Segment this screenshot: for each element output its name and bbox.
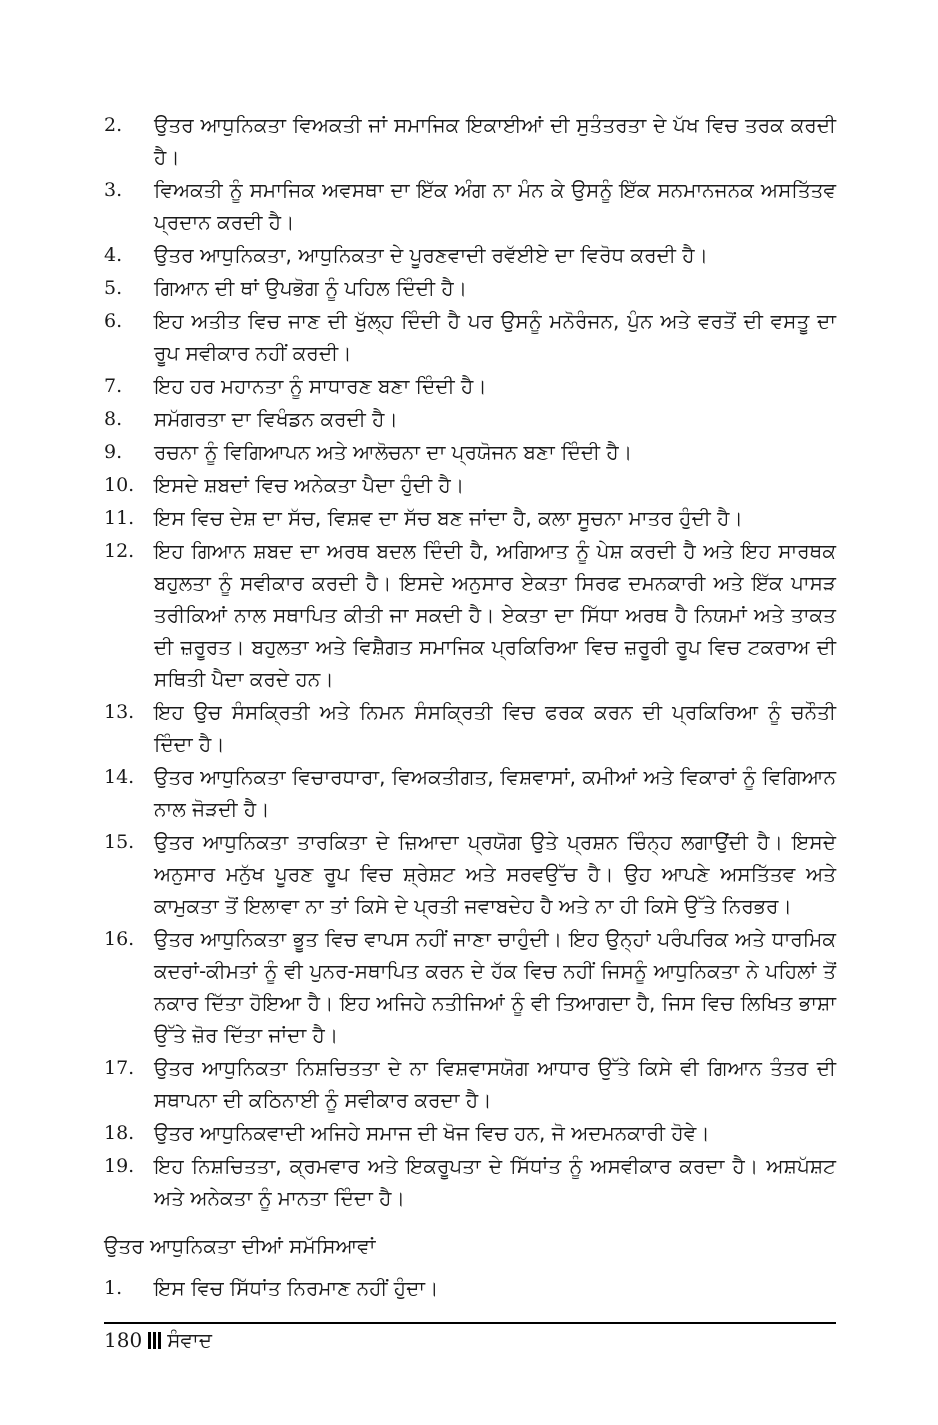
list-item (104, 305, 836, 369)
list-item (104, 761, 836, 825)
features-list (104, 109, 836, 1214)
item-number: 12. (104, 540, 135, 562)
list-item (104, 469, 836, 501)
page-footer (104, 1322, 836, 1352)
item-number: 14. (104, 766, 135, 788)
item-text: ਇਹ ਅਤੀਤ ਵਿਚ ਜਾਣ ਦੀ ਖੁੱਲ੍ਹ ਦਿੰਦੀ ਹੈ ਪਰ ਉਸਨੂੰ ਮਨੋਰੰਜਨ, ਪੁੰਨ ਅਤੇ ਵਰਤੋਂ ਦੀ ਵਸਤੂ ਦਾ ਰੂਪ ਸਵੀਕਾਰ ਨਹੀਂ ਕਰਦੀ। (154, 309, 836, 365)
list-item (104, 696, 836, 760)
item-number: 5. (104, 277, 123, 299)
item-number: 2. (104, 114, 123, 136)
page-number: 180 (104, 1328, 143, 1352)
list-item (104, 109, 836, 173)
journal-name: ਸੰਵਾਦ (167, 1328, 212, 1352)
item-text: ਸਮੱਗਰਤਾ ਦਾ ਵਿਖੰਡਨ ਕਰਦੀ ਹੈ। (154, 407, 398, 431)
item-number: 11. (104, 507, 135, 529)
item-number: 19. (104, 1155, 135, 1177)
item-number: 8. (104, 408, 123, 430)
list-item (104, 923, 836, 1051)
list-item (104, 436, 836, 468)
page-body (104, 109, 836, 1305)
list-item (104, 1272, 836, 1304)
list-item (104, 174, 836, 238)
item-number: 18. (104, 1122, 135, 1144)
list-item (104, 370, 836, 402)
item-number: 4. (104, 244, 123, 266)
item-text: ਉਤਰ ਆਧੁਨਿਕਤਾ ਤਾਰਕਿਤਾ ਦੇ ਜ਼ਿਆਦਾ ਪ੍ਰਯੋਗ ਉਤੇ ਪ੍ਰਸ਼ਨ ਚਿੰਨ੍ਹ ਲਗਾਉਂਦੀ ਹੈ। ਇਸਦੇ ਅਨੁਸਾਰ ਮਨੁੱਖ ਪੂਰਣ ਰੂਪ ਵਿਚ ਸ਼੍ਰੇਸ਼ਟ ਅਤੇ ਸਰਵਉੱਚ ਹੈ। ਉਹ ਆਪਣੇ ਅਸਤਿੱਤਵ ਅਤੇ ਕਾਮੁਕਤਾ ਤੋਂ ਇਲਾਵਾ ਨਾ ਤਾਂ ਕਿਸੇ ਦੇ ਪ੍ਰਤੀ ਜਵਾਬਦੇਹ ਹੈ ਅਤੇ ਨਾ ਹੀ ਕਿਸੇ ਉੱਤੇ ਨਿਰਭਰ। (154, 830, 836, 918)
item-text: ਇਹ ਨਿਸ਼ਚਿਤਤਾ, ਕ੍ਰਮਵਾਰ ਅਤੇ ਇਕਰੂਪਤਾ ਦੇ ਸਿੱਧਾਂਤ ਨੂੰ ਅਸਵੀਕਾਰ ਕਰਦਾ ਹੈ। ਅਸ਼ਪੱਸ਼ਟ ਅਤੇ ਅਨੇਕਤਾ ਨੂੰ ਮਾਨਤਾ ਦਿੰਦਾ ਹੈ। (154, 1154, 836, 1210)
item-text: ਇਹ ਹਰ ਮਹਾਨਤਾ ਨੂੰ ਸਾਧਾਰਣ ਬਣਾ ਦਿੰਦੀ ਹੈ। (154, 374, 487, 398)
item-number: 17. (104, 1057, 135, 1079)
item-number: 6. (104, 310, 123, 332)
list-item (104, 239, 836, 271)
item-number: 13. (104, 701, 135, 723)
list-item (104, 403, 836, 435)
item-text: ਰਚਨਾ ਨੂੰ ਵਿਗਿਆਪਨ ਅਤੇ ਆਲੋਚਨਾ ਦਾ ਪ੍ਰਯੋਜਨ ਬਣਾ ਦਿੰਦੀ ਹੈ। (154, 440, 633, 464)
item-number: 7. (104, 375, 123, 397)
list-item (104, 535, 836, 695)
item-number: 1. (104, 1277, 123, 1299)
list-item (104, 502, 836, 534)
item-text: ਉਤਰ ਆਧੁਨਿਕਤਾ ਵਿਅਕਤੀ ਜਾਂ ਸਮਾਜਿਕ ਇਕਾਈਆਂ ਦੀ ਸੁਤੰਤਰਤਾ ਦੇ ਪੱਖ ਵਿਚ ਤਰਕ ਕਰਦੀ ਹੈ। (154, 113, 836, 169)
list-item (104, 1052, 836, 1116)
item-number: 15. (104, 831, 135, 853)
item-text: ਉਤਰ ਆਧੁਨਿਕਤਾ ਭੂਤ ਵਿਚ ਵਾਪਸ ਨਹੀਂ ਜਾਣਾ ਚਾਹੁੰਦੀ। ਇਹ ਉਨ੍ਹਾਂ ਪਰੰਪਰਿਕ ਅਤੇ ਧਾਰਮਿਕ ਕਦਰਾਂ-ਕੀਮਤਾਂ ਨੂੰ ਵੀ ਪੁਨਰ-ਸਥਾਪਿਤ ਕਰਨ ਦੇ ਹੱਕ ਵਿਚ ਨਹੀਂ ਜਿਸਨੂੰ ਆਧੁਨਿਕਤਾ ਨੇ ਪਹਿਲਾਂ ਤੋਂ ਨਕਾਰ ਦਿੱਤਾ ਹੋਇਆ ਹੈ। ਇਹ ਅਜਿਹੇ ਨਤੀਜਿਆਂ ਨੂੰ ਵੀ ਤਿਆਗਦਾ ਹੈ, ਜਿਸ ਵਿਚ ਲਿਖਿਤ ਭਾਸ਼ਾ ਉੱਤੇ ਜ਼ੋਰ ਦਿੱਤਾ ਜਾਂਦਾ ਹੈ। (154, 927, 836, 1047)
separator-bars-icon (148, 1332, 161, 1349)
item-text: ਇਹ ਉਚ ਸੰਸਕ੍ਰਿਤੀ ਅਤੇ ਨਿਮਨ ਸੰਸਕ੍ਰਿਤੀ ਵਿਚ ਫਰਕ ਕਰਨ ਦੀ ਪ੍ਰਕਿਰਿਆ ਨੂੰ ਚਨੌਤੀ ਦਿੰਦਾ ਹੈ। (154, 700, 836, 756)
item-number: 3. (104, 179, 123, 201)
item-number: 16. (104, 928, 135, 950)
item-number: 10. (104, 474, 135, 496)
item-number: 9. (104, 441, 123, 463)
item-text: ਗਿਆਨ ਦੀ ਥਾਂ ਉਪਭੋਗ ਨੂੰ ਪਹਿਲ ਦਿੰਦੀ ਹੈ। (154, 276, 468, 300)
item-text: ਵਿਅਕਤੀ ਨੂੰ ਸਮਾਜਿਕ ਅਵਸਥਾ ਦਾ ਇੱਕ ਅੰਗ ਨਾ ਮੰਨ ਕੇ ਉਸਨੂੰ ਇੱਕ ਸਨਮਾਨਜਨਕ ਅਸਤਿੱਤਵ ਪ੍ਰਦਾਨ ਕਰਦੀ ਹੈ। (154, 178, 836, 234)
list-item (104, 272, 836, 304)
item-text: ਉਤਰ ਆਧੁਨਿਕਤਾ, ਆਧੁਨਿਕਤਾ ਦੇ ਪੂਰਣਵਾਦੀ ਰਵੱਈਏ ਦਾ ਵਿਰੋਧ ਕਰਦੀ ਹੈ। (154, 243, 708, 267)
list-item (104, 1117, 836, 1149)
item-text: ਉਤਰ ਆਧੁਨਿਕਤਾ ਨਿਸ਼ਚਿਤਤਾ ਦੇ ਨਾ ਵਿਸ਼ਵਾਸਯੋਗ ਆਧਾਰ ਉੱਤੇ ਕਿਸੇ ਵੀ ਗਿਆਨ ਤੰਤਰ ਦੀ ਸਥਾਪਨਾ ਦੀ ਕਠਿਨਾਈ ਨੂੰ ਸਵੀਕਾਰ ਕਰਦਾ ਹੈ। (154, 1056, 836, 1112)
section-heading: ਉਤਰ ਆਧੁਨਿਕਤਾ ਦੀਆਂ ਸਮੱਸਿਆਵਾਂ (104, 1234, 376, 1258)
list-item (104, 1150, 836, 1214)
item-text: ਇਸ ਵਿਚ ਦੇਸ਼ ਦਾ ਸੱਚ, ਵਿਸ਼ਵ ਦਾ ਸੱਚ ਬਣ ਜਾਂਦਾ ਹੈ, ਕਲਾ ਸੂਚਨਾ ਮਾਤਰ ਹੁੰਦੀ ਹੈ। (154, 506, 743, 530)
item-text: ਇਸਦੇ ਸ਼ਬਦਾਂ ਵਿਚ ਅਨੇਕਤਾ ਪੈਦਾ ਹੁੰਦੀ ਹੈ। (154, 473, 465, 497)
item-text: ਉਤਰ ਆਧੁਨਿਕਤਾ ਵਿਚਾਰਧਾਰਾ, ਵਿਅਕਤੀਗਤ, ਵਿਸ਼ਵਾਸਾਂ, ਕਮੀਆਂ ਅਤੇ ਵਿਕਾਰਾਂ ਨੂੰ ਵਿਗਿਆਨ ਨਾਲ ਜੋੜਦੀ ਹੈ। (154, 765, 836, 821)
item-text: ਇਹ ਗਿਆਨ ਸ਼ਬਦ ਦਾ ਅਰਥ ਬਦਲ ਦਿੰਦੀ ਹੈ, ਅਗਿਆਤ ਨੂੰ ਪੇਸ਼ ਕਰਦੀ ਹੈ ਅਤੇ ਇਹ ਸਾਰਥਕ ਬਹੁਲਤਾ ਨੂੰ ਸਵੀਕਾਰ ਕਰਦੀ ਹੈ। ਇਸਦੇ ਅਨੁਸਾਰ ਏਕਤਾ ਸਿਰਫ ਦਮਨਕਾਰੀ ਅਤੇ ਇੱਕ ਪਾਸੜ ਤਰੀਕਿਆਂ ਨਾਲ ਸਥਾਪਿਤ ਕੀਤੀ ਜਾ ਸਕਦੀ ਹੈ। ਏਕਤਾ ਦਾ ਸਿੱਧਾ ਅਰਥ ਹੈ ਨਿਯਮਾਂ ਅਤੇ ਤਾਕਤ ਦੀ ਜ਼ਰੂਰਤ। ਬਹੁਲਤਾ ਅਤੇ ਵਿਸ਼ੈਗਤ ਸਮਾਜਿਕ ਪ੍ਰਕਿਰਿਆ ਵਿਚ ਜ਼ਰੂਰੀ ਰੂਪ ਵਿਚ ਟਕਰਾਅ ਦੀ ਸਥਿਤੀ ਪੈਦਾ ਕਰਦੇ ਹਨ। (154, 539, 837, 691)
list-item (104, 826, 836, 922)
item-text: ਇਸ ਵਿਚ ਸਿੱਧਾਂਤ ਨਿਰਮਾਣ ਨਹੀਂ ਹੁੰਦਾ। (154, 1276, 439, 1300)
problems-list (104, 1272, 836, 1304)
item-text: ਉਤਰ ਆਧੁਨਿਕਵਾਦੀ ਅਜਿਹੇ ਸਮਾਜ ਦੀ ਖੋਜ ਵਿਚ ਹਨ, ਜੋ ਅਦਮਨਕਾਰੀ ਹੋਵੇ। (154, 1121, 710, 1145)
